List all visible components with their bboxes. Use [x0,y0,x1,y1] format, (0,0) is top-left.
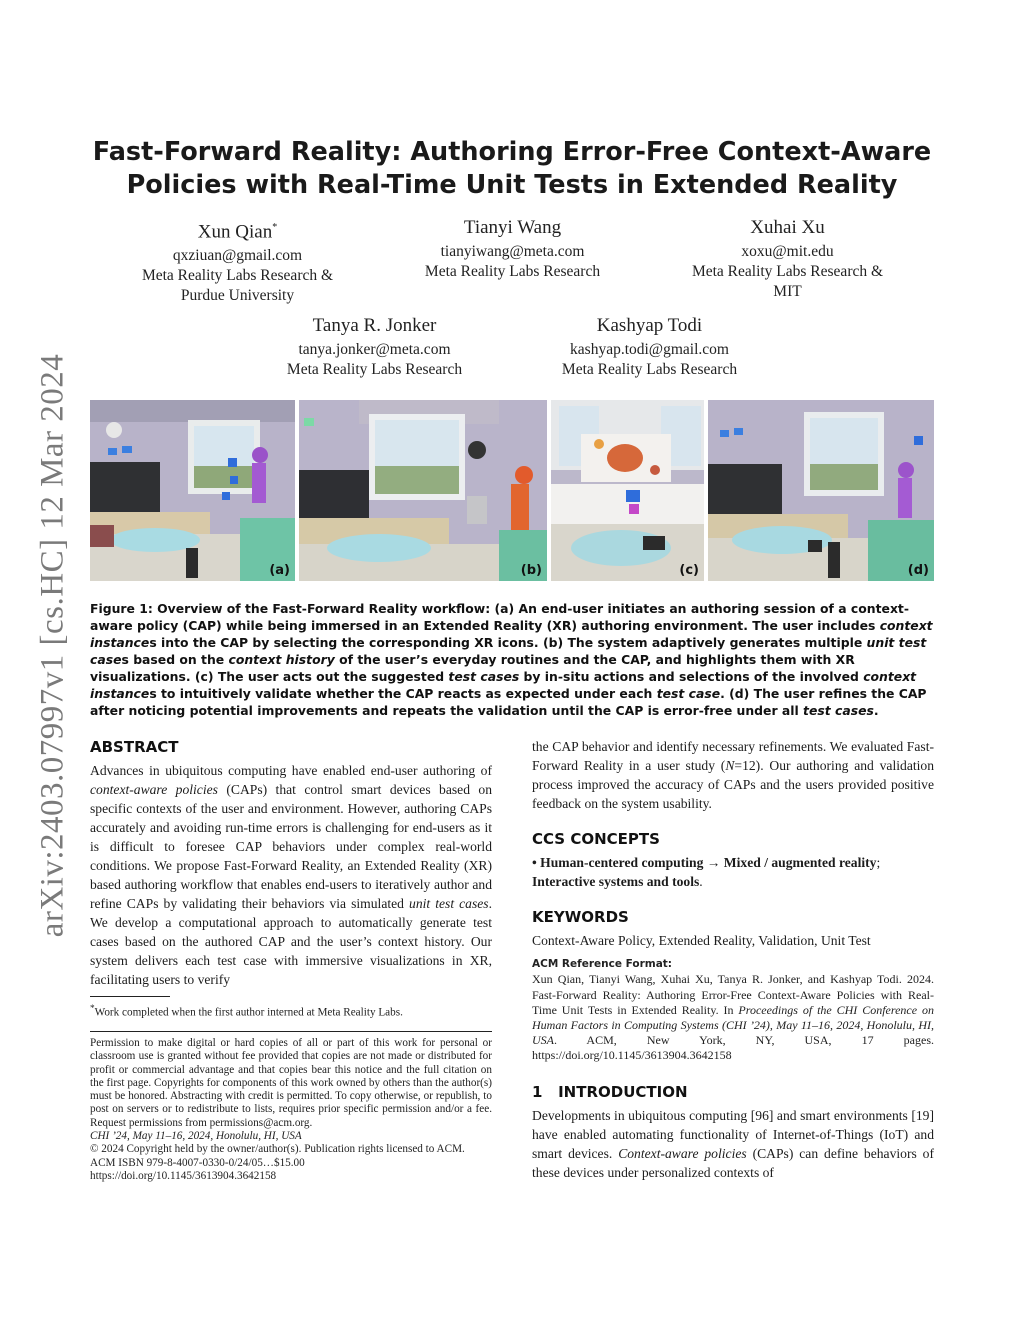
author-affiliation: Meta Reality Labs Research [561,361,738,378]
figure-panel-a [90,400,295,581]
author-email[interactable]: tianyiwang@meta.com [440,243,585,260]
permission-text: Permission to make digital or hard copies of all or part of this work for personal or classroom use is granted without fee provided that copies are not made or distributed for profit or commercial advantage and that copies bear this notice and the full citation on the first page. Copyrights for components of this work owned by others than the author(s) must be honored. Abstracting with credit is permitted. To copy otherwise, or republish, to post on servers or to redistribute to lists, requires prior specific permission and/or a fee. Request permissions from permissions@acm.org. [90,1037,492,1129]
ccs-concepts: • Human-centered computing → Mixed / augmented reality; Interactive systems and tools. [532,855,881,889]
figure-panel-b [299,400,547,581]
author-affiliation: Meta Reality Labs Research [286,361,463,378]
author-name: Xun Qian [197,221,273,243]
footnote: *Work completed when the first author interned at Meta Reality Labs. [90,1004,403,1019]
permission-rule [90,1031,492,1032]
xr-room-scene-image [299,400,547,581]
author-name: Tianyi Wang [463,217,562,238]
abstract-section [90,737,492,989]
author-footnote-mark: * [272,222,278,233]
footnote-mark: * [90,1004,95,1014]
abstract-continuation: the CAP behavior and identify necessary refinements. We evaluated Fast-Forward Reality in a user study (N=12). Our authoring and validation process improved the accuracy of CAPs and the users provided positive feedback on the system usability. [532,739,934,811]
author-affiliation: Purdue University [180,287,295,305]
figure-panel-c [551,400,704,581]
xr-room-scene-image [551,400,704,581]
abstract-text: Advances in ubiquitous computing have enabled end-user authoring of context-aware policies (CAPs) that control smart devices based on specific contexts of the user and environment. However, authoring CAPs accurately and avoiding run-time errors is challenging for end-users as it is difficult to foresee CAP behaviors under complex real-world conditions. We propose Fast-Forward Reality, an Extended Reality (XR) based authoring workflow that enables end-users to iteratively author and refine CAPs by validating their behaviors via simulated unit test cases. We develop a computational approach to automatically generate test cases based on the authored CAP and the user’s context history. Our system delivers each test case with immersive visualizations in XR, facilitating users to verify [90,763,492,987]
author-name: Kashyap Todi [596,315,703,336]
author-affiliation: Meta Reality Labs Research & [141,267,334,285]
title-line-1: Fast-Forward Reality: Authoring Error-Free Context-Aware [92,137,932,167]
reference-text: Xun Qian, Tianyi Wang, Xuhai Xu, Tanya R. Jonker, and Kashyap Todi. 2024. Fast-Forward Reality: Authoring Error-Free Context-Aware Policies with Real-Time Unit Tests in Extended Reality. In Proceedings of the CHI Conference on Human Factors in Computing Systems (CHI ’24), May 11–16, 2024, Honolulu, HI, USA. ACM, New York, NY, USA, 17 pages. https://doi.org/10.1145/3613904.3642158 [532,972,934,1063]
panel-label: (d) [907,563,929,578]
copyright-line: © 2024 Copyright held by the owner/author(s). Publication rights licensed to ACM. [90,1143,465,1156]
author-name: Xuhai Xu [750,217,825,238]
introduction-text: Developments in ubiquitous computing [96] and smart environments [19] have enabled automating functionality of Internet-of-Things (IoT) and smart devices. Context-aware policies (CAPs) can define behaviors of these devices under personalized contexts of [532,1107,935,1180]
author-block [385,216,640,282]
introduction-heading: 1 INTRODUCTION [532,1082,688,1101]
author-block [110,216,365,306]
author-email[interactable]: xoxu@mit.edu [741,243,834,260]
isbn-line: ACM ISBN 979-8-4007-0330-0/24/05…$15.00 [90,1156,305,1169]
author-block [522,314,777,380]
author-name: Tanya R. Jonker [312,315,437,336]
figure-panel-d [708,400,934,581]
panel-label: (a) [269,563,290,578]
author-email[interactable]: kashyap.todi@gmail.com [570,341,729,358]
author-affiliation: Meta Reality Labs Research & [691,263,884,280]
keywords-text: Context-Aware Policy, Extended Reality, Validation, Unit Test [532,933,871,948]
permission-block [90,1037,492,1183]
figure-caption: Figure 1: Overview of the Fast-Forward Reality workflow: (a) An end-user initiates an authoring session of a context-aware policy (CAP) while being immersed in an Extended Reality (XR) authoring environment. The user includes context instances into the CAP by selecting the corresponding XR icons. (b) The system adaptively generates multiple unit test cases based on the context history of the user’s everyday routines and the CAP, and highlights them with XR visualizations. (c) The user acts out the suggested test cases by in-situ actions and selections of the involved context instances to intuitively validate whether the CAP reacts as expected under each test case. (d) The user refines the CAP after noticing potential improvements and repeats the validation until the CAP is error-free under all test cases. [90,601,933,718]
teaser-figure [90,400,934,581]
author-email[interactable]: tanya.jonker@meta.com [298,341,451,358]
panel-label: (c) [679,563,699,578]
author-affiliation: MIT [773,283,802,300]
author-email[interactable]: qxziuan@gmail.com [172,247,303,265]
author-block [660,216,915,302]
author-block [247,314,502,380]
arxiv-identifier: arXiv:2403.07997v1 [cs.HC] 12 Mar 2024 [34,353,71,937]
reference-heading: ACM Reference Format: [532,958,672,970]
acm-reference [532,958,934,1064]
keywords-heading: KEYWORDS [532,908,629,926]
ccs-heading: CCS CONCEPTS [532,830,660,848]
title-line-2: Policies with Real-Time Unit Tests in Extended Reality [126,170,898,200]
xr-room-scene-image [90,400,295,581]
footnote-rule [90,996,170,997]
panel-label: (b) [520,563,542,578]
xr-room-scene-image [708,400,934,581]
doi-link[interactable]: https://doi.org/10.1145/3613904.3642158 [90,1169,277,1182]
abstract-heading: ABSTRACT [90,738,179,756]
paper-title [90,136,934,202]
author-affiliation: Meta Reality Labs Research [424,263,601,280]
right-column [532,737,934,1182]
venue-line: CHI ’24, May 11–16, 2024, Honolulu, HI, USA [90,1130,302,1143]
